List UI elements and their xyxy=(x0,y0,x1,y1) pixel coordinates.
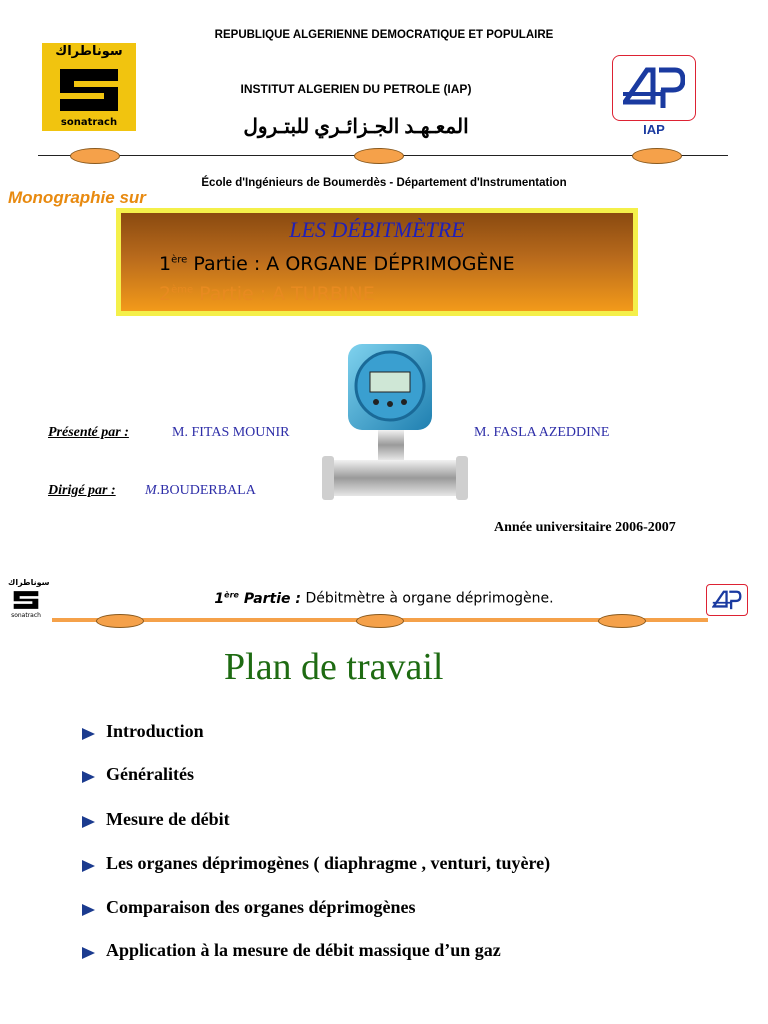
iap-small-symbol-icon xyxy=(712,589,742,611)
plan-item-organes: Les organes déprimogènes ( diaphragme , venturi, tuyère) xyxy=(106,853,551,873)
slide-header: 1ère Partie : Débitmètre à organe déprimogène. xyxy=(214,590,554,607)
school-department: École d'Ingénieurs de Boumerdès - Département d'Instrumentation xyxy=(201,177,567,189)
sonatrach-small-arabic: سوناطراك xyxy=(8,578,50,587)
sonatrach-small-label: sonatrach xyxy=(11,612,41,619)
director-name: M.BOUDERBALA xyxy=(145,483,256,498)
banner-part-2: 2ème Partie : A TURBINE xyxy=(159,283,375,305)
divider-oval-right xyxy=(632,148,682,164)
bullet-icon xyxy=(82,904,95,916)
banner-title: LES DÉBITMÈTRE xyxy=(289,217,465,242)
iap-label: IAP xyxy=(643,122,665,137)
author-2: M. FASLA AZEDDINE xyxy=(474,425,610,440)
plan-item-generalites: Généralités xyxy=(106,764,194,784)
slide-oval-center xyxy=(356,614,404,628)
divider-oval-center xyxy=(354,148,404,164)
title-banner xyxy=(116,208,638,316)
bullet-icon xyxy=(82,860,95,872)
plan-item-introduction: Introduction xyxy=(106,721,204,741)
slide-oval-right xyxy=(598,614,646,628)
bullet-icon xyxy=(82,771,95,783)
plan-title: Plan de travail xyxy=(224,646,444,688)
plan-item-application: Application à la mesure de débit massique d’un gaz xyxy=(106,940,501,960)
iap-small-logo xyxy=(706,584,748,616)
bullet-icon xyxy=(82,728,95,740)
institute-fr: INSTITUT ALGERIEN DU PETROLE (IAP) xyxy=(240,82,472,96)
turbine-flowmeter-icon xyxy=(322,338,468,518)
slide-oval-left xyxy=(96,614,144,628)
republic-heading: REPUBLIQUE ALGERIENNE DEMOCRATIQUE ET POPULAIRE xyxy=(214,29,554,41)
divider-oval-left xyxy=(70,148,120,164)
bullet-icon xyxy=(82,816,95,828)
iap-logo xyxy=(612,55,696,121)
banner-part-1: 1ère Partie : A ORGANE DÉPRIMOGÈNE xyxy=(159,253,515,275)
author-1: M. FITAS MOUNIR xyxy=(172,425,290,440)
institute-ar: المعـهـد الجـزائـري للبتـرول xyxy=(243,116,469,138)
academic-year: Année universitaire 2006-2007 xyxy=(494,520,676,535)
sonatrach-arabic: سوناطراك xyxy=(55,44,123,59)
bullet-icon xyxy=(82,947,95,959)
plan-item-comparaison: Comparaison des organes déprimogènes xyxy=(106,897,416,917)
plan-item-mesure-debit: Mesure de débit xyxy=(106,809,230,829)
monographie-label: Monographie sur xyxy=(8,188,146,207)
directed-by-label: Dirigé par : xyxy=(48,483,116,498)
sonatrach-label: sonatrach xyxy=(60,117,118,128)
iap-symbol-icon xyxy=(623,64,685,112)
presented-by-label: Présenté par : xyxy=(48,425,129,440)
